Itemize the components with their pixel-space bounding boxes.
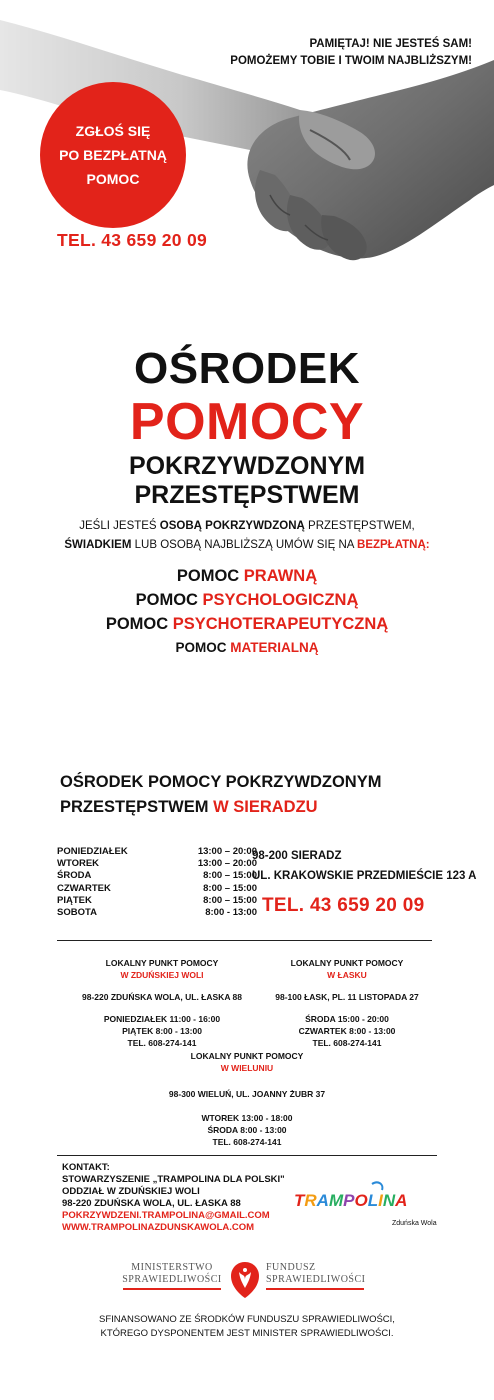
trampolina-logo-subtitle: Zduńska Wola [392, 1220, 437, 1227]
help-prefix: POMOC [135, 591, 203, 609]
call-to-action-circle [40, 82, 186, 228]
hero-phone: TEL. 43 659 20 09 [57, 230, 208, 250]
intro-1c: PRZESTĘPSTWEM, [304, 520, 415, 532]
help-item-psychotherapeutic [0, 612, 494, 636]
hours-row [57, 907, 257, 919]
title-subtitle [0, 452, 494, 510]
contact-website-link[interactable]: WWW.TRAMPOLINAZDUNSKAWOLA.COM [62, 1222, 255, 1233]
circle-line-2: PO BEZPŁATNĄ [59, 147, 167, 163]
point-phone: TEL. 608-274-141 [127, 1038, 197, 1048]
point-hours: ŚRODA 8:00 - 13:00 [207, 1125, 287, 1135]
intro-1b: OSOBĄ POKRZYWDZONĄ [159, 520, 305, 532]
address-line-2: UL. KRAKOWSKIE PRZEDMIEŚCIE 123 A [252, 870, 477, 882]
center-title [60, 770, 381, 820]
opening-hours [57, 846, 257, 919]
point-phone: TEL. 608-274-141 [312, 1038, 382, 1048]
ministry-line-1: MINISTERSTWO [131, 1262, 213, 1273]
point-hours: PONIEDZIAŁEK 11:00 - 16:00 [103, 1014, 221, 1024]
address-line-1: 98-200 SIERADZ [252, 850, 342, 862]
center-phone: TEL. 43 659 20 09 [262, 895, 425, 916]
contact-branch: ODDZIAŁ W ZDUŃSKIEJ WOLI [62, 1186, 200, 1197]
point-place: W ŁASKU [327, 970, 367, 980]
point-hours: PIĄTEK 8:00 - 13:00 [122, 1026, 202, 1036]
intro-1a: JEŚLI JESTEŚ [79, 520, 160, 532]
point-address: 98-300 WIELUŃ, UL. JOANNY ŻUBR 37 [168, 1089, 326, 1099]
point-place: W WIELUNIU [220, 1063, 274, 1073]
point-address: 98-220 ZDUŃSKA WOLA, UL. ŁASKA 88 [82, 992, 242, 1002]
point-hours: CZWARTEK 8:00 - 13:00 [298, 1026, 396, 1036]
point-title: LOKALNY PUNKT POMOCY [105, 958, 219, 968]
center-title-line-1: OŚRODEK POMOCY POKRZYWDZONYM [60, 773, 382, 791]
contact-block [62, 1162, 285, 1234]
point-place: W ZDUŃSKIEJ WOLI [120, 970, 204, 980]
hours-time: 8:00 - 13:00 [205, 907, 257, 919]
funding-note-line-2: KTÓREGO DYSPONENTEM JEST MINISTER SPRAWIEDLIWOŚCI. [100, 1328, 394, 1339]
help-kind: PRAWNĄ [243, 567, 318, 585]
help-kind: PSYCHOLOGICZNĄ [202, 591, 359, 609]
point-title: LOKALNY PUNKT POMOCY [190, 1051, 304, 1061]
title-line-3: POKRZYWDZONYM [128, 452, 366, 480]
contact-email-link[interactable]: POKRZYWDZENI.TRAMPOLINA@GMAIL.COM [62, 1210, 270, 1221]
help-prefix: POMOC [176, 567, 244, 585]
center-title-line-2 [60, 795, 381, 820]
contact-address: 98-220 ZDUŃSKA WOLA, UL. ŁASKA 88 [62, 1198, 241, 1209]
local-point-zdunska-wola [72, 957, 252, 1049]
help-kind: PSYCHOTERAPEUTYCZNĄ [172, 615, 389, 633]
trampolina-logo-text: TRAMPOLINA [294, 1191, 408, 1210]
intro-text [0, 517, 494, 555]
center-title-2a: PRZESTĘPSTWEM [60, 798, 214, 816]
intro-2a: ŚWIADKIEM [64, 539, 132, 551]
hero-banner [0, 0, 494, 290]
fund-logo [266, 1262, 376, 1290]
circle-line-3: POMOC [86, 171, 140, 187]
point-phone: TEL. 608-274-141 [212, 1137, 282, 1147]
trampolina-logo [292, 1180, 442, 1224]
divider [57, 940, 432, 941]
help-item-legal [0, 564, 494, 588]
hours-day: CZWARTEK [57, 882, 111, 894]
tagline-line-1: PAMIĘTAJ! NIE JESTEŚ SAM! [309, 38, 472, 50]
hours-day: SOBOTA [57, 907, 97, 919]
title-line-4: PRZESTĘPSTWEM [134, 481, 360, 509]
ministry-logo [122, 1262, 222, 1290]
hours-row [57, 895, 257, 907]
fund-line-1: FUNDUSZ [266, 1262, 316, 1273]
intro-line-2 [0, 536, 494, 555]
ministry-line-2: SPRAWIEDLIWOŚCI [122, 1274, 222, 1285]
hours-time: 8:00 – 15:00 [203, 882, 257, 894]
title-line-2: POMOCY [129, 393, 365, 451]
intro-2b: LUB OSOBĄ NAJBLIŻSZĄ UMÓW SIĘ NA [131, 539, 358, 551]
center-address [252, 846, 477, 886]
local-point-wielun [157, 1050, 337, 1148]
hours-time: 13:00 – 20:00 [197, 858, 257, 870]
contact-label: KONTAKT: [62, 1162, 110, 1173]
hours-day: ŚRODA [57, 870, 92, 882]
title-line-1: OŚRODEK [134, 344, 360, 393]
hours-day: PONIEDZIAŁEK [57, 846, 128, 857]
intro-line-1 [0, 517, 494, 536]
point-hours: WTOREK 13:00 - 18:00 [201, 1113, 293, 1123]
hours-time: 8:00 – 15:00 [203, 870, 257, 882]
hero-tagline [230, 36, 472, 70]
point-address: 98-100 ŁASK, PL. 11 LISTOPADA 27 [275, 992, 419, 1002]
circle-line-1: ZGŁOŚ SIĘ [75, 123, 151, 139]
help-prefix: POMOC [175, 640, 231, 655]
funding-note [0, 1313, 494, 1341]
hours-row [57, 870, 257, 882]
intro-2c: BEZPŁATNĄ: [357, 539, 430, 551]
hours-time: 8:00 – 15:00 [203, 894, 257, 906]
help-prefix: POMOC [105, 615, 173, 633]
tagline-line-2: POMOŻEMY TOBIE I TWOIM NAJBLIŻSZYM! [230, 55, 472, 67]
hours-row [57, 858, 257, 870]
help-item-material [0, 636, 494, 660]
contact-org: STOWARZYSZENIE „TRAMPOLINA DLA POLSKI" [62, 1174, 285, 1185]
funding-note-line-1: SFINANSOWANO ZE ŚRODKÓW FUNDUSZU SPRAWIEDLIWOŚCI, [99, 1314, 395, 1325]
hours-row [57, 846, 257, 858]
hours-row [57, 883, 257, 895]
fund-line-2: SPRAWIEDLIWOŚCI [266, 1274, 366, 1285]
help-item-psychological [0, 588, 494, 612]
hours-time: 13:00 – 20:00 [197, 846, 257, 857]
hours-day: PIĄTEK [57, 894, 92, 906]
hours-day: WTOREK [57, 858, 100, 870]
help-kind: MATERIALNĄ [230, 640, 319, 655]
help-types-list [0, 564, 494, 660]
point-title: LOKALNY PUNKT POMOCY [290, 958, 404, 968]
point-hours: ŚRODA 15:00 - 20:00 [305, 1014, 389, 1024]
eagle-emblem-icon [225, 1258, 265, 1300]
local-point-lask [262, 957, 432, 1049]
divider [57, 1155, 437, 1156]
center-title-2b: W SIERADZU [213, 798, 318, 816]
